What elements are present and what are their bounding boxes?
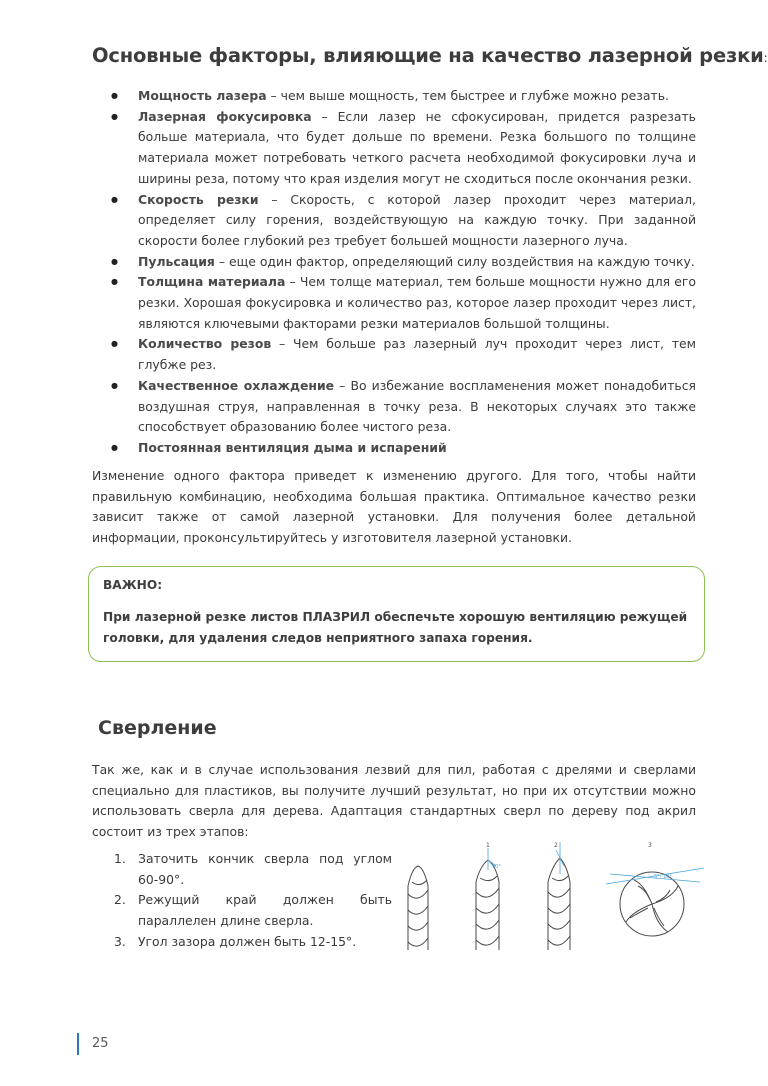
callout-text: При лазерной резке листов ПЛАЗРИЛ обеспечьте хорошую вентиляцию режущей головки, для удаления следов неприятного запаха горения.: [103, 610, 688, 645]
important-callout: [88, 566, 705, 662]
factor-text: – Если лазер не сфокусирован, придется разрезать больше материала, что будет дольше по времени. Резка большого по толщине материала может потребовать четкого расчета необходимой фокусировки луча и ширины реза, потому что края изделия могут не сходиться после окончания резки.: [138, 108, 696, 186]
page-number: 25: [92, 1036, 109, 1051]
factor-term: Толщина материала: [138, 274, 286, 290]
drill-bit-stage-1: [476, 860, 499, 950]
factor-term: Мощность лазера: [138, 88, 267, 103]
factor-term: Постоянная вентиляция дыма и испарений: [138, 439, 447, 455]
factor-text: – Чем толще материал, тем больше мощности нужно для его резки. Хорошая фокусировка и количество раз, которое лазер проходит через лист, являются ключевыми факторами резки материалов большой толщины.: [138, 274, 696, 331]
drill-tip-end-view: [620, 872, 684, 936]
list-item: [110, 86, 696, 107]
drilling-heading: Сверление: [98, 717, 217, 739]
factor-term: Лазерная фокусировка: [138, 108, 312, 124]
drill-bit-plain: [408, 866, 428, 950]
figure-label-2: 2: [554, 842, 558, 849]
section-heading: Основные факторы, влияющие на качество лазерной резки:: [92, 44, 768, 67]
step-item: [110, 890, 392, 931]
list-item: [110, 334, 696, 375]
steps-list: [110, 849, 392, 953]
angle-label-1: 90°: [492, 864, 501, 870]
angle-label-3: 5°- 10°: [654, 874, 672, 880]
factor-text: – Скорость, с которой лазер проходит через материал, определяет силу горения, воздействующую на каждую точку. При заданной скорости более глубокий рез требует большей мощности лазерного луча.: [138, 191, 696, 248]
factor-term: Количество резов: [138, 336, 272, 352]
list-item: [110, 252, 696, 273]
footer-accent-bar: [77, 1033, 79, 1055]
step-text: Заточить кончик сверла под углом 60-90°.: [138, 851, 392, 887]
figure-label-3: 3: [648, 842, 652, 849]
drill-bit-stage-2: [548, 858, 570, 950]
step-number: 3.: [114, 933, 126, 949]
step-number: 1.: [114, 851, 126, 866]
list-item: [110, 190, 696, 252]
heading-colon: :: [763, 51, 768, 65]
factors-list: [110, 86, 696, 459]
drilling-paragraph: Так же, как и в случае использования лезвий для пил, работая с дрелями и сверлами специально для пластиков, вы получите лучший результат, но при их отсутствии можно использовать сверла для дерева. Адаптация стандартных сверл по дереву под акрил состоит из трех этапов:: [92, 762, 696, 839]
list-item: [110, 438, 696, 459]
factor-text: – Чем больше раз лазерный луч проходит через лист, тем глубже рез.: [138, 336, 696, 373]
drill-bits-illustration: [400, 838, 710, 958]
list-item: [110, 376, 696, 438]
factor-text: – еще один фактор, определяющий силу воздействия на каждую точку.: [214, 253, 695, 269]
step-text: Угол зазора должен быть 12-15°.: [138, 933, 357, 949]
step-item: [110, 932, 392, 953]
step-text: Режущий край должен быть параллелен длине сверла.: [138, 892, 392, 929]
factor-text: – чем выше мощность, тем быстрее и глубже можно резать.: [266, 88, 669, 103]
factor-term: Пульсация: [138, 253, 215, 269]
factor-text: – Во избежание воспламенения может понадобиться воздушная струя, направленная в точку реза. В некоторых случаях это также способствует образованию более чистого реза.: [138, 377, 696, 435]
step-number: 2.: [114, 892, 126, 908]
factor-term: Качественное охлаждение: [138, 377, 335, 393]
callout-label: ВАЖНО:: [103, 578, 163, 592]
body-paragraph: Изменение одного фактора приведет к изменению другого. Для того, чтобы найти правильную комбинацию, необходима большая практика. Оптимальное качество резки зависит также от самой лазерной установки. Для получения более детальной информации, проконсультируйтесь у изготовителя лазерной установки.: [92, 468, 696, 545]
figure-label-1: 1: [486, 842, 490, 849]
step-item: [110, 849, 392, 890]
list-item: [110, 272, 696, 334]
factor-term: Скорость резки: [138, 191, 259, 207]
list-item: [110, 107, 696, 190]
